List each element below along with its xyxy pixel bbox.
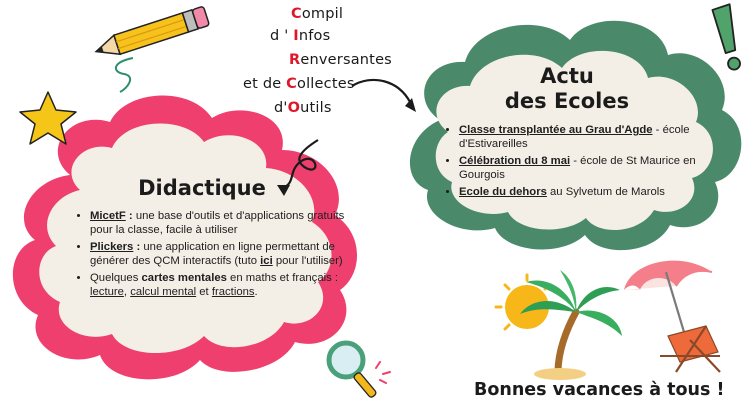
calcul-mental-link[interactable]: calcul mental — [130, 285, 197, 298]
actu-heading — [492, 64, 642, 114]
actu-heading-line-1: Actu — [540, 64, 594, 88]
title-line-4: et de Collectes — [243, 76, 355, 92]
actu-heading-line-2: des Ecoles — [504, 89, 630, 113]
list-item: • Classe transplantée au Grau d'Agde - école d'Estivareilles — [459, 124, 731, 151]
didactique-list — [74, 210, 362, 304]
tuto-ici-link[interactable]: ici — [260, 254, 273, 267]
list-item: • Ecole du dehors au Sylvetum de Marols — [459, 186, 731, 200]
deckchair-icon — [660, 326, 720, 372]
classe-transplantee-link[interactable]: Classe transplantée au Grau d'Agde — [459, 124, 653, 136]
list-item: • Célébration du 8 mai - école de St Maurice en Gourgois — [459, 155, 731, 182]
title-line-5: d'Outils — [274, 100, 332, 116]
actu-list — [443, 124, 731, 204]
footer-message: Bonnes vacances à tous ! — [474, 380, 725, 400]
fractions-link[interactable]: fractions — [211, 285, 255, 298]
title-line-1: Compil — [291, 6, 344, 22]
celebration-8-mai-link[interactable]: Célébration du 8 mai — [459, 155, 571, 168]
title-line-3: Renversantes — [289, 52, 392, 68]
magnifier-icon — [329, 343, 390, 398]
ecole-du-dehors-link[interactable]: Ecole du dehors — [459, 186, 547, 199]
list-item: • Quelques cartes mentales en maths et français : lecture, calcul mental et fractions. — [90, 272, 362, 299]
didactique-heading: Didactique — [138, 176, 266, 200]
lecture-link[interactable]: lecture — [90, 285, 124, 298]
list-item: • Plickers : une application en ligne permettant de générer des QCM interactifs (tuto ici pour l'utiliser) — [90, 241, 362, 268]
list-item: • MicetF : une base d'outils et d'applications gratuits pour la classe, facile à utiliser — [90, 210, 362, 237]
title-line-2: d ' Infos — [270, 28, 331, 44]
plickers-link[interactable]: Plickers — [90, 241, 134, 254]
micetf-link[interactable]: MicetF — [90, 210, 126, 222]
